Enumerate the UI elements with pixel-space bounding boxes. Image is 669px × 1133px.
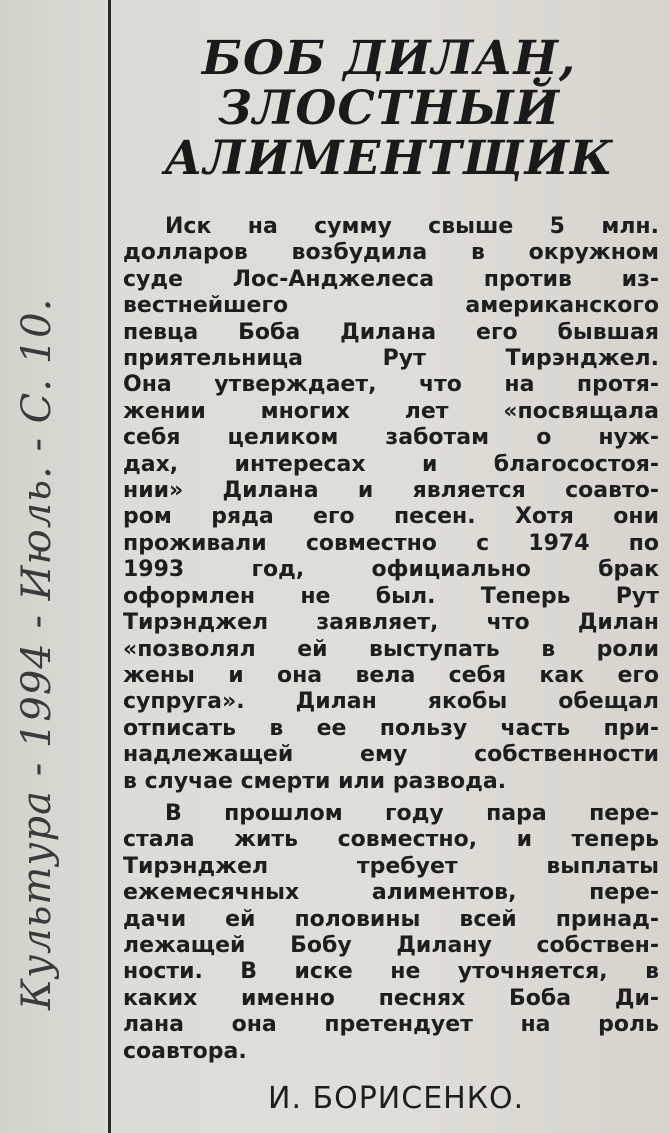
left-margin <box>0 0 108 1133</box>
text-line: надлежащей ему собственности <box>123 742 659 768</box>
text-line: вестнейшего американского <box>123 293 659 319</box>
headline-line: БОБ ДИЛАН, <box>201 31 577 86</box>
text-line: суде Лос-Анджелеса против из- <box>123 266 659 292</box>
headline-line: ЗЛОСТНЫЙ <box>217 81 561 136</box>
text-line: дачи ей половины всей принад- <box>123 906 659 932</box>
text-line: каких именно песнях Боба Ди- <box>123 985 659 1011</box>
text-line: приятельница Рут Тирэнджел. <box>123 346 659 372</box>
text-line: 1993 год, официально брак <box>123 557 659 583</box>
headline-line: АЛИМЕНТЩИК <box>164 131 614 186</box>
text-line: Тирэнджел требует выплаты <box>123 853 659 879</box>
article-header <box>118 31 660 186</box>
paragraph-2 <box>123 801 659 1065</box>
text-line: певца Боба Дилана его бывшая <box>123 319 659 345</box>
text-line: ром ряда его песен. Хотя они <box>123 504 659 530</box>
article-body <box>123 214 659 1065</box>
text-line: лана она претендует на роль <box>123 1012 659 1038</box>
text-line: супруга». Дилан якобы обещал <box>123 689 659 715</box>
text-line: ности. В иске не уточняется, в <box>123 959 659 985</box>
text-line: жены и она вела себя как его <box>123 662 659 688</box>
vertical-margin-rule <box>108 0 111 1133</box>
text-line: нии» Дилана и является соавто- <box>123 478 659 504</box>
text-line: оформлен не был. Теперь Рут <box>123 583 659 609</box>
text-line: стала жить совместно, и теперь <box>123 827 659 853</box>
text-line: долларов возбудила в окружном <box>123 240 659 266</box>
text-line: Тирэнджел заявляет, что Дилан <box>123 610 659 636</box>
text-line: дах, интересах и благосостоя- <box>123 451 659 477</box>
text-line: в случае смерти или развода. <box>123 768 507 794</box>
text-line: проживали совместно с 1974 по <box>123 530 659 556</box>
handwritten-margin-note-text: Культура - 1994 - Июль. - С. 10. <box>14 297 60 1010</box>
text-line: ежемесячных алиментов, пере- <box>123 880 659 906</box>
text-line: «позволял ей выступать в роли <box>123 636 659 662</box>
text-line: отписать в ее пользу часть при- <box>123 715 659 741</box>
text-line: себя целиком заботам о нуж- <box>123 425 659 451</box>
headline <box>118 31 660 186</box>
text-line: лежащей Бобу Дилану собствен- <box>123 932 659 958</box>
author-byline: И. БОРИСЕНКО. <box>268 1081 525 1116</box>
text-line: Она утверждает, что на протя- <box>123 372 659 398</box>
text-line: Иск на сумму свыше 5 млн. <box>165 214 659 239</box>
text-line: соавтора. <box>123 1038 247 1064</box>
text-line: В прошлом году пара пере- <box>165 800 659 826</box>
paragraph-1 <box>123 214 659 795</box>
text-line: жении многих лет «посвящала <box>123 398 659 424</box>
